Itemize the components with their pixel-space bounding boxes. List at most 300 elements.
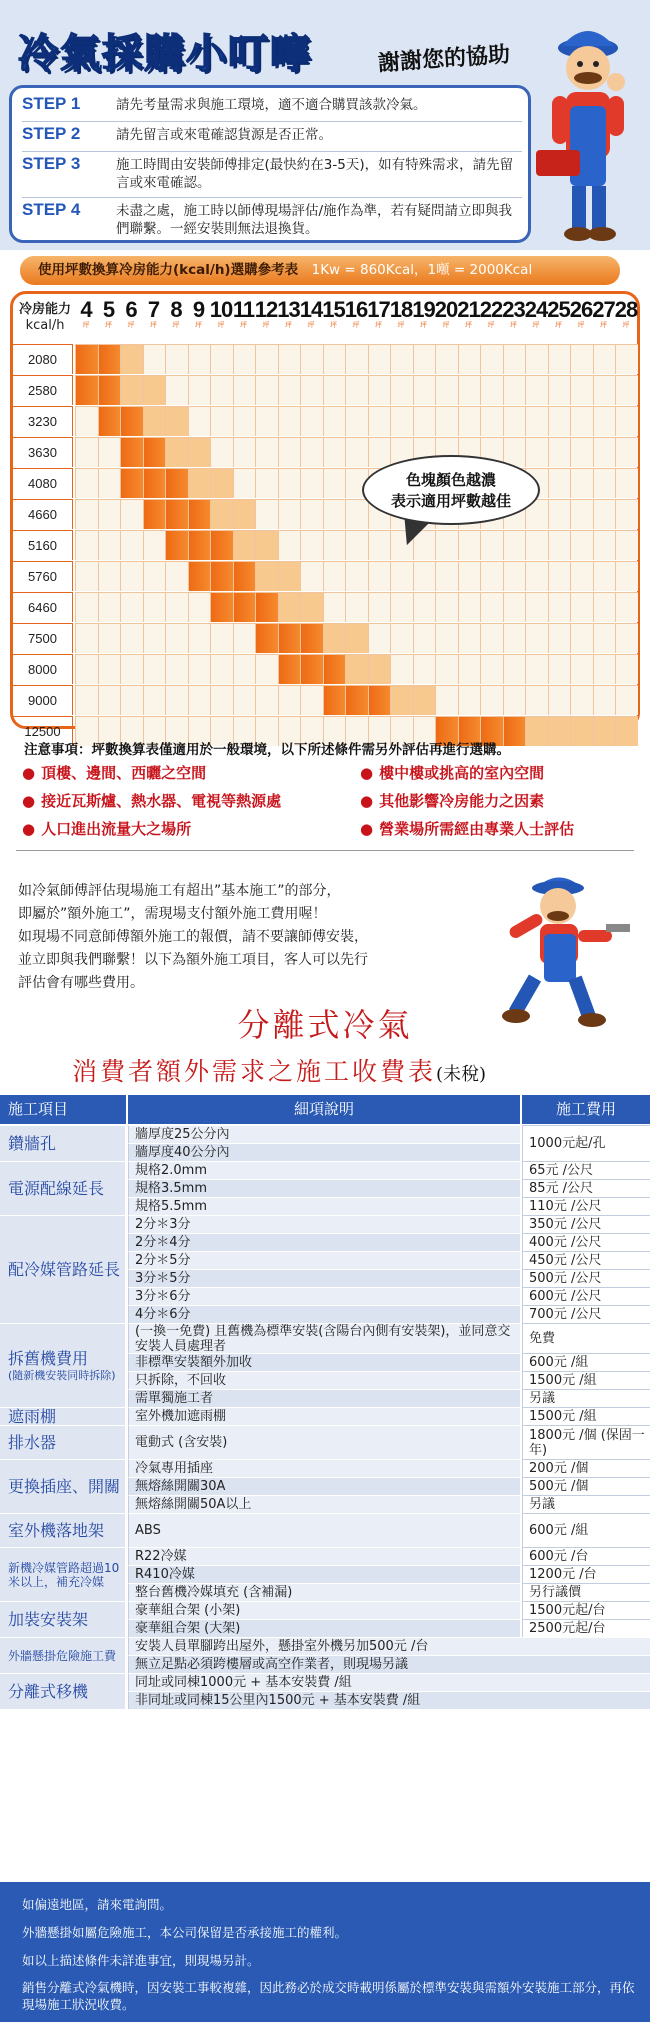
column-number: 21	[457, 297, 480, 322]
fee-value: 另議	[522, 1495, 650, 1513]
fee-value: 500元 /公尺	[522, 1269, 650, 1287]
chart-cell	[188, 592, 211, 622]
chart-cell	[323, 499, 346, 529]
chart-cell	[165, 468, 188, 498]
column-unit: 坪	[262, 321, 270, 329]
fee-value: 500元 /個	[522, 1477, 650, 1495]
fee-detail: 冷氣專用插座	[128, 1459, 520, 1477]
note-item: ● 其他影響冷房能力之因素	[360, 790, 544, 811]
intro-line: 如冷氣師傅評估現場施工有超出”基本施工”的部分，	[18, 883, 341, 899]
fee-detail: 規格2.0mm	[128, 1161, 520, 1179]
column-unit: 坪	[442, 321, 450, 329]
chart-cell	[323, 530, 346, 560]
chart-cell	[233, 406, 256, 436]
chart-cell	[368, 592, 391, 622]
column-unit: 坪	[217, 321, 225, 329]
chart-cell	[458, 654, 481, 684]
chart-cell	[435, 592, 458, 622]
chart-cell	[143, 685, 166, 715]
chart-cell	[210, 375, 233, 405]
column-unit: 坪	[600, 321, 607, 329]
chart-cell	[480, 530, 503, 560]
chart-annotation	[362, 455, 540, 525]
chart-cell	[548, 344, 571, 374]
chart-cell	[75, 468, 98, 498]
fee-value: 1000元起/孔	[522, 1125, 650, 1161]
chart-cell	[165, 499, 188, 529]
chart-cell	[368, 561, 391, 591]
chart-cell	[210, 344, 233, 374]
annotation-line: 表示適用坪數越佳	[390, 492, 511, 510]
chart-cell	[188, 623, 211, 653]
chart-cell	[480, 685, 503, 715]
chart-cell	[525, 654, 548, 684]
chart-cell	[323, 654, 346, 684]
footer	[0, 1882, 650, 2022]
chart-cell	[75, 437, 98, 467]
fee-value: 600元 /組	[522, 1353, 650, 1371]
chart-cell	[570, 592, 593, 622]
chart-cell	[345, 406, 368, 436]
chart-cell	[390, 344, 413, 374]
chart-cell	[210, 623, 233, 653]
table-header-item: 施工項目	[0, 1095, 126, 1124]
category-label: 室外機落地架	[8, 1520, 105, 1540]
chart-cell	[615, 685, 638, 715]
category-label: 配冷媒管路延長	[8, 1259, 121, 1279]
row-capacity: 5760	[13, 561, 73, 591]
chart-cell	[255, 375, 278, 405]
chart-cell	[210, 561, 233, 591]
chart-cell	[368, 623, 391, 653]
column-number: 20	[434, 297, 458, 322]
footer-line: 外牆懸掛如屬危險施工，本公司保留是否承接施工的權利。	[22, 1925, 348, 1940]
chart-cell	[278, 530, 301, 560]
chart-cell	[615, 654, 638, 684]
step-label: STEP 2	[22, 124, 81, 143]
column-number: 28	[614, 297, 638, 322]
category-sublabel: (隨新機安裝同時拆除)	[8, 1369, 116, 1382]
chart-cell	[233, 344, 256, 374]
step-label: STEP 1	[22, 94, 81, 113]
chart-cell	[143, 375, 166, 405]
footer-line: 如偏遠地區，請來電詢問。	[22, 1897, 173, 1912]
chart-cell	[120, 437, 143, 467]
chart-cell	[480, 375, 503, 405]
chart-cell	[593, 561, 616, 591]
chart-cell	[525, 530, 548, 560]
chart-cell	[548, 592, 571, 622]
column-unit: 坪	[307, 321, 315, 329]
chart-cell	[593, 499, 616, 529]
column-number: 17	[367, 297, 390, 322]
footer-line: 銷售分離式冷氣機時，因安裝工事較複雜，因此務必於成交時載明係屬於標準安裝與需額外安裝施工部分，再依現場施工狀況收費。	[22, 1980, 635, 2012]
fee-detail: R410冷媒	[128, 1565, 520, 1583]
fee-category	[0, 1407, 125, 1425]
note-item: ● 人口進出流量大之場所	[22, 818, 191, 839]
column-number: 11	[232, 297, 255, 322]
column-number: 4	[80, 297, 92, 322]
chart-cell	[233, 437, 256, 467]
chart-cell	[525, 406, 548, 436]
chart-cell	[435, 654, 458, 684]
chart-cell	[300, 499, 323, 529]
chart-cell	[165, 685, 188, 715]
chart-cell	[480, 406, 503, 436]
chart-cell	[390, 654, 413, 684]
chart-cell	[503, 592, 526, 622]
table-header-fee: 施工費用	[522, 1095, 650, 1124]
fee-value: 1500元 /組	[522, 1407, 650, 1425]
fee-detail: 室外機加遮雨棚	[128, 1407, 520, 1425]
chart-cell	[570, 654, 593, 684]
chart-cell	[570, 375, 593, 405]
fee-value: 85元 /公尺	[522, 1179, 650, 1197]
chart-cell	[165, 530, 188, 560]
chart-cell	[278, 623, 301, 653]
chart-cell	[143, 437, 166, 467]
chart-cell	[593, 406, 616, 436]
chart-cell	[525, 561, 548, 591]
column-unit: 坪	[532, 321, 540, 329]
fee-detail: 2分＊4分	[128, 1233, 520, 1251]
column-number: 26	[569, 297, 593, 322]
chart-cell	[75, 499, 98, 529]
chart-cell	[75, 375, 98, 405]
chart-cell	[615, 468, 638, 498]
footer-line: 如以上描述條件未詳進事宜，則現場另計。	[22, 1953, 260, 1968]
fee-detail: 2分＊3分	[128, 1215, 520, 1233]
column-number: 6	[125, 297, 137, 322]
chart-cell	[75, 654, 98, 684]
column-unit: 坪	[465, 321, 472, 329]
chart-cell	[548, 437, 571, 467]
chart-cell	[593, 685, 616, 715]
chart-cell	[345, 592, 368, 622]
column-number: 7	[147, 297, 160, 322]
category-label: 更換插座、開關	[8, 1476, 121, 1496]
chart-cell	[458, 623, 481, 653]
column-number: 13	[277, 297, 300, 322]
chart-cell	[165, 344, 188, 374]
chart-cell	[278, 499, 301, 529]
chart-cell	[570, 623, 593, 653]
chart-cell	[143, 344, 166, 374]
chart-cell	[435, 561, 458, 591]
chart-cell	[615, 344, 638, 374]
chart-cell	[525, 592, 548, 622]
plumber-icon	[532, 10, 644, 248]
chart-cell	[120, 654, 143, 684]
chart-cell	[233, 623, 256, 653]
chart-cell	[570, 499, 593, 529]
chart-cell	[548, 716, 571, 746]
fee-detail: 豪華組合架 (大架)	[128, 1619, 520, 1637]
chart-cell	[345, 375, 368, 405]
column-unit: 坪	[240, 321, 247, 329]
chart-cell	[458, 406, 481, 436]
chart-cell	[413, 344, 436, 374]
chart-cell	[615, 375, 638, 405]
chart-cell	[278, 561, 301, 591]
chart-cell	[300, 344, 323, 374]
chart-cell	[98, 344, 121, 374]
chart-cell	[323, 685, 346, 715]
category-label: 排水器	[8, 1432, 57, 1452]
chart-cell	[255, 685, 278, 715]
chart-cell	[615, 499, 638, 529]
chart-cell	[413, 685, 436, 715]
fee-detail: 規格5.5mm	[128, 1197, 520, 1215]
fee-category	[0, 1673, 125, 1709]
fee-category	[0, 1215, 125, 1323]
annotation-line: 色塊顏色越濃	[405, 471, 496, 489]
column-number: 18	[389, 297, 413, 322]
chart-cell	[615, 437, 638, 467]
intro-line: 如現場不同意師傅額外施工的報價，請不要讓師傅安裝，	[18, 929, 368, 945]
chart-cell	[345, 654, 368, 684]
chart-cell	[458, 592, 481, 622]
chart-cell	[458, 344, 481, 374]
fee-value: 450元 /公尺	[522, 1251, 650, 1269]
fee-value: 200元 /個	[522, 1459, 650, 1477]
fee-detail: 3分＊6分	[128, 1287, 520, 1305]
chart-cell	[368, 375, 391, 405]
intro-line: 並立即與我們聯繫！以下為額外施工項目，客人可以先行	[18, 952, 368, 968]
chart-cell	[525, 344, 548, 374]
chart-cell	[210, 437, 233, 467]
chart-cell	[593, 344, 616, 374]
chart-cell	[503, 623, 526, 653]
chart-cell	[593, 592, 616, 622]
chart-cell	[548, 375, 571, 405]
chart-cell	[570, 716, 593, 746]
fee-value: 400元 /公尺	[522, 1233, 650, 1251]
fee-value: 600元 /公尺	[522, 1287, 650, 1305]
chart-cell	[390, 561, 413, 591]
page-title: 冷氣採購小叮嚀	[18, 31, 312, 77]
column-number: 27	[592, 297, 615, 322]
note-item: ● 頂樓、邊間、西曬之空間	[22, 762, 206, 783]
chart-cell	[548, 530, 571, 560]
chart-cell	[255, 561, 278, 591]
chart-cell	[233, 592, 256, 622]
chart-cell	[120, 406, 143, 436]
column-unit: 坪	[195, 321, 202, 329]
chart-cell	[278, 406, 301, 436]
chart-cell	[300, 623, 323, 653]
chart-cell	[435, 685, 458, 715]
chart-cell	[300, 406, 323, 436]
column-unit: 坪	[622, 321, 630, 329]
chart-cell	[525, 623, 548, 653]
chart-cell	[390, 623, 413, 653]
chart-cell	[323, 437, 346, 467]
fee-category	[0, 1323, 125, 1407]
chart-cell	[570, 468, 593, 498]
chart-cell	[278, 654, 301, 684]
chart-cell	[615, 592, 638, 622]
chart-cell	[165, 437, 188, 467]
chart-cell	[165, 592, 188, 622]
chart-cell	[233, 561, 256, 591]
chart-cell	[593, 530, 616, 560]
category-label: 遮雨棚	[8, 1406, 57, 1426]
chart-cell	[75, 623, 98, 653]
chart-cell	[345, 623, 368, 653]
row-capacity: 12500	[13, 716, 73, 746]
fee-detail: 安裝人員單腳跨出屋外，懸掛室外機另加500元 /台	[128, 1637, 650, 1655]
chart-cell	[548, 499, 571, 529]
chart-cell	[188, 344, 211, 374]
chart-cell	[98, 654, 121, 684]
note-item: ● 樓中樓或挑高的室內空間	[360, 762, 544, 783]
chart-cell	[143, 499, 166, 529]
chart-cell	[503, 406, 526, 436]
fee-detail: 2分＊5分	[128, 1251, 520, 1269]
intro-paragraph	[18, 880, 488, 995]
chart-cell	[120, 685, 143, 715]
fee-detail: 電動式 (含安裝)	[128, 1425, 520, 1459]
column-unit: 坪	[330, 321, 337, 329]
chart-cell	[75, 406, 98, 436]
chart-cell	[480, 592, 503, 622]
chart-cell	[75, 685, 98, 715]
chart-cell	[503, 530, 526, 560]
fee-value: 110元 /公尺	[522, 1197, 650, 1215]
chart-cell	[593, 437, 616, 467]
chart-cell	[525, 685, 548, 715]
chart-cell	[300, 530, 323, 560]
column-number: 19	[412, 297, 435, 322]
chart-cell	[570, 530, 593, 560]
row-capacity: 9000	[13, 685, 73, 715]
step-row	[22, 124, 522, 152]
chart-cell	[210, 499, 233, 529]
fee-value: 600元 /台	[522, 1547, 650, 1565]
fee-detail: (一換一免費) 且舊機為標準安裝(含陽台內側有安裝架)，並同意交安裝人員處理者	[128, 1323, 520, 1353]
column-unit: 坪	[285, 321, 292, 329]
row-capacity: 8000	[13, 654, 73, 684]
chart-cell	[255, 654, 278, 684]
chart-cell	[368, 654, 391, 684]
chart-cell	[480, 344, 503, 374]
chart-cell	[458, 685, 481, 715]
chart-cell	[255, 499, 278, 529]
chart-cell	[345, 530, 368, 560]
chart-cell	[323, 623, 346, 653]
chart-cell	[390, 375, 413, 405]
chart-cell	[503, 561, 526, 591]
fee-value: 免費	[522, 1323, 650, 1353]
column-unit: 坪	[127, 321, 135, 329]
fee-detail: 只拆除，不回收	[128, 1371, 520, 1389]
step-row	[22, 94, 522, 122]
fee-detail: 規格3.5mm	[128, 1179, 520, 1197]
chart-cell	[255, 406, 278, 436]
chart-cell	[98, 592, 121, 622]
category-label: 新機冷媒管路超過10米以上，補充冷媒	[8, 1560, 120, 1589]
fee-value: 1500元起/台	[522, 1601, 650, 1619]
column-number: 15	[322, 297, 345, 322]
chart-cell	[300, 685, 323, 715]
column-unit: 坪	[487, 321, 495, 329]
chart-cell	[188, 530, 211, 560]
chart-cell	[413, 406, 436, 436]
chart-cell	[233, 530, 256, 560]
chart-cell	[503, 375, 526, 405]
chart-cell	[188, 468, 211, 498]
chart-cell	[98, 375, 121, 405]
step-label: STEP 4	[22, 200, 81, 219]
fee-detail: R22冷媒	[128, 1547, 520, 1565]
chart-cell	[255, 468, 278, 498]
chart-cell	[210, 406, 233, 436]
chart-cell	[503, 344, 526, 374]
column-unit: 坪	[150, 321, 157, 329]
column-number: 24	[524, 297, 548, 322]
chart-cell	[413, 375, 436, 405]
chart-cell	[480, 654, 503, 684]
chart-cell	[233, 375, 256, 405]
chart-cell	[323, 344, 346, 374]
fee-category	[0, 1637, 125, 1673]
column-number: 5	[102, 297, 115, 322]
step-text: 施工時間由安裝師傅排定(最快約在3-5天)，如有特殊需求，請先留言或來電確認。	[116, 157, 514, 191]
chart-cell	[548, 623, 571, 653]
column-unit: 坪	[510, 321, 517, 329]
chart-cell	[368, 685, 391, 715]
chart-cell	[345, 685, 368, 715]
thanks-text: 謝謝您的協助	[377, 41, 511, 77]
chart-cell	[188, 685, 211, 715]
chart-cell	[255, 592, 278, 622]
step-text: 未盡之處，施工時以師傅現場評估/施作為準，若有疑問請立即與我們聯繫。一經安裝則無法退換貨。	[116, 203, 513, 237]
chart-cell	[75, 561, 98, 591]
chart-cell	[143, 623, 166, 653]
fee-detail: 同址或同棟1000元 + 基本安裝費 /組	[128, 1673, 650, 1691]
category-label: 鑽牆孔	[8, 1133, 57, 1153]
category-label: 電源配線延長	[8, 1178, 105, 1198]
column-unit: 坪	[375, 321, 382, 329]
chart-cell	[120, 592, 143, 622]
chart-cell	[368, 437, 391, 467]
notes-title: 注意事項：坪數換算表僅適用於一般環境，以下所述條件需另外評估再進行選購。	[24, 742, 510, 758]
heading-line2-text: 消費者額外需求之施工收費表	[72, 1057, 437, 1086]
chart-cell	[435, 623, 458, 653]
chart-cell	[323, 468, 346, 498]
chart-cell	[390, 592, 413, 622]
chart-cell	[278, 344, 301, 374]
column-number: 9	[192, 297, 205, 322]
chart-cell	[503, 685, 526, 715]
column-header	[613, 297, 639, 330]
fee-detail: 非標準安裝額外加收	[128, 1353, 520, 1371]
fee-value: 1800元 /個 (保固一年)	[522, 1425, 650, 1459]
chart-cell	[323, 592, 346, 622]
fee-detail: ABS	[128, 1513, 520, 1547]
category-label: 分離式移機	[8, 1681, 89, 1701]
chart-cell	[165, 654, 188, 684]
chart-cell	[210, 468, 233, 498]
chart-cell	[300, 592, 323, 622]
intro-line: 即屬於”額外施工”，需現場支付額外施工費用喔！	[18, 906, 327, 922]
chart-cell	[458, 530, 481, 560]
chart-cell	[143, 592, 166, 622]
chart-cell	[570, 685, 593, 715]
chart-cell	[120, 468, 143, 498]
chart-cell	[255, 530, 278, 560]
